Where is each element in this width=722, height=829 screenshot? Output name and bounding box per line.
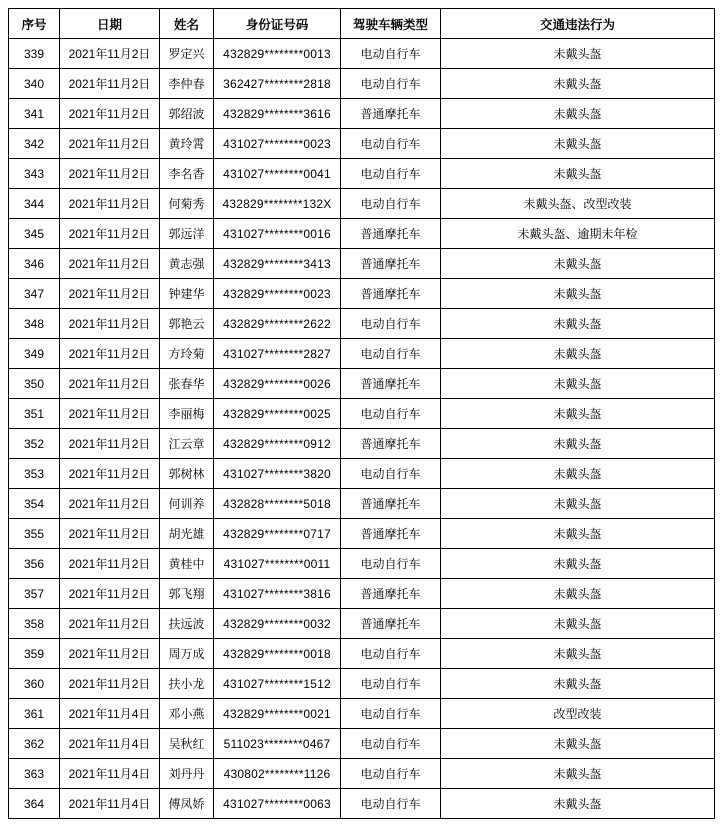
cell-vehicle-type: 电动自行车: [341, 729, 441, 759]
cell-violation: 未戴头盔: [441, 369, 715, 399]
cell-id-number: 432829********0018: [214, 639, 341, 669]
header-vehicle-type: 驾驶车辆类型: [341, 9, 441, 39]
cell-index: 361: [9, 699, 60, 729]
cell-name: 郭艳云: [160, 309, 214, 339]
table-row: [9, 189, 715, 219]
table-row: [9, 219, 715, 249]
violation-table-container: [8, 8, 715, 819]
cell-name: 傅凤娇: [160, 789, 214, 819]
cell-date: 2021年11月2日: [60, 219, 160, 249]
cell-name: 江云章: [160, 429, 214, 459]
cell-index: 355: [9, 519, 60, 549]
table-row: [9, 459, 715, 489]
cell-violation: 未戴头盔、改型改装: [441, 189, 715, 219]
table-row: [9, 369, 715, 399]
cell-id-number: 431027********0016: [214, 219, 341, 249]
table-row: [9, 669, 715, 699]
cell-vehicle-type: 电动自行车: [341, 549, 441, 579]
cell-index: 343: [9, 159, 60, 189]
cell-violation: 未戴头盔、逾期未年检: [441, 219, 715, 249]
cell-vehicle-type: 电动自行车: [341, 339, 441, 369]
cell-vehicle-type: 普通摩托车: [341, 489, 441, 519]
cell-id-number: 432829********0013: [214, 39, 341, 69]
cell-id-number: 432829********0023: [214, 279, 341, 309]
cell-index: 344: [9, 189, 60, 219]
table-row: [9, 159, 715, 189]
cell-violation: 未戴头盔: [441, 729, 715, 759]
cell-index: 364: [9, 789, 60, 819]
cell-name: 胡光雄: [160, 519, 214, 549]
cell-index: 360: [9, 669, 60, 699]
cell-name: 李丽梅: [160, 399, 214, 429]
cell-vehicle-type: 电动自行车: [341, 639, 441, 669]
cell-id-number: 432829********0717: [214, 519, 341, 549]
cell-id-number: 432829********0032: [214, 609, 341, 639]
cell-violation: 未戴头盔: [441, 129, 715, 159]
cell-vehicle-type: 普通摩托车: [341, 579, 441, 609]
cell-name: 刘丹丹: [160, 759, 214, 789]
cell-vehicle-type: 电动自行车: [341, 129, 441, 159]
table-row: [9, 519, 715, 549]
cell-date: 2021年11月2日: [60, 159, 160, 189]
table-row: [9, 99, 715, 129]
cell-date: 2021年11月2日: [60, 399, 160, 429]
cell-id-number: 362427********2818: [214, 69, 341, 99]
cell-index: 353: [9, 459, 60, 489]
cell-violation: 未戴头盔: [441, 249, 715, 279]
cell-violation: 未戴头盔: [441, 159, 715, 189]
cell-violation: 未戴头盔: [441, 639, 715, 669]
cell-date: 2021年11月2日: [60, 459, 160, 489]
cell-date: 2021年11月2日: [60, 609, 160, 639]
table-row: [9, 69, 715, 99]
cell-violation: 未戴头盔: [441, 789, 715, 819]
cell-vehicle-type: 电动自行车: [341, 759, 441, 789]
cell-name: 郭远洋: [160, 219, 214, 249]
cell-vehicle-type: 电动自行车: [341, 459, 441, 489]
table-row: [9, 729, 715, 759]
cell-id-number: 432828********5018: [214, 489, 341, 519]
cell-violation: 改型改装: [441, 699, 715, 729]
cell-name: 黄志强: [160, 249, 214, 279]
cell-vehicle-type: 电动自行车: [341, 309, 441, 339]
table-row: [9, 399, 715, 429]
cell-vehicle-type: 普通摩托车: [341, 219, 441, 249]
cell-index: 352: [9, 429, 60, 459]
table-body: [9, 39, 715, 819]
table-row: [9, 39, 715, 69]
cell-index: 346: [9, 249, 60, 279]
cell-vehicle-type: 电动自行车: [341, 189, 441, 219]
cell-index: 339: [9, 39, 60, 69]
cell-violation: 未戴头盔: [441, 399, 715, 429]
cell-date: 2021年11月2日: [60, 39, 160, 69]
table-row: [9, 339, 715, 369]
cell-vehicle-type: 电动自行车: [341, 699, 441, 729]
cell-date: 2021年11月4日: [60, 789, 160, 819]
header-violation: 交通违法行为: [441, 9, 715, 39]
cell-index: 340: [9, 69, 60, 99]
cell-name: 何训养: [160, 489, 214, 519]
cell-id-number: 431027********3816: [214, 579, 341, 609]
cell-date: 2021年11月4日: [60, 729, 160, 759]
table-row: [9, 759, 715, 789]
cell-id-number: 432829********0025: [214, 399, 341, 429]
cell-vehicle-type: 电动自行车: [341, 669, 441, 699]
cell-index: 349: [9, 339, 60, 369]
cell-date: 2021年11月2日: [60, 549, 160, 579]
table-row: [9, 429, 715, 459]
cell-date: 2021年11月2日: [60, 579, 160, 609]
cell-name: 黄玲霄: [160, 129, 214, 159]
cell-name: 黄桂中: [160, 549, 214, 579]
cell-name: 郭树林: [160, 459, 214, 489]
cell-index: 358: [9, 609, 60, 639]
cell-vehicle-type: 普通摩托车: [341, 429, 441, 459]
cell-id-number: 432829********0026: [214, 369, 341, 399]
table-row: [9, 639, 715, 669]
cell-name: 吴秋红: [160, 729, 214, 759]
cell-violation: 未戴头盔: [441, 549, 715, 579]
cell-vehicle-type: 普通摩托车: [341, 279, 441, 309]
cell-index: 348: [9, 309, 60, 339]
cell-id-number: 431027********3820: [214, 459, 341, 489]
cell-vehicle-type: 电动自行车: [341, 399, 441, 429]
cell-date: 2021年11月2日: [60, 129, 160, 159]
table-header-row: [9, 9, 715, 39]
table-row: [9, 609, 715, 639]
cell-name: 邓小燕: [160, 699, 214, 729]
cell-vehicle-type: 普通摩托车: [341, 369, 441, 399]
cell-violation: 未戴头盔: [441, 579, 715, 609]
cell-name: 扶远波: [160, 609, 214, 639]
cell-index: 363: [9, 759, 60, 789]
cell-vehicle-type: 电动自行车: [341, 69, 441, 99]
header-id-number: 身份证号码: [214, 9, 341, 39]
cell-date: 2021年11月2日: [60, 339, 160, 369]
cell-date: 2021年11月2日: [60, 309, 160, 339]
cell-name: 何菊秀: [160, 189, 214, 219]
cell-vehicle-type: 电动自行车: [341, 789, 441, 819]
cell-id-number: 432829********3413: [214, 249, 341, 279]
cell-name: 周万成: [160, 639, 214, 669]
violation-table: [8, 8, 715, 819]
cell-name: 方玲菊: [160, 339, 214, 369]
cell-vehicle-type: 普通摩托车: [341, 519, 441, 549]
table-row: [9, 699, 715, 729]
cell-date: 2021年11月2日: [60, 279, 160, 309]
cell-id-number: 432829********2622: [214, 309, 341, 339]
table-row: [9, 789, 715, 819]
cell-name: 张春华: [160, 369, 214, 399]
cell-violation: 未戴头盔: [441, 669, 715, 699]
cell-index: 351: [9, 399, 60, 429]
cell-id-number: 431027********1512: [214, 669, 341, 699]
cell-date: 2021年11月4日: [60, 699, 160, 729]
cell-id-number: 511023********0467: [214, 729, 341, 759]
cell-vehicle-type: 普通摩托车: [341, 99, 441, 129]
cell-index: 357: [9, 579, 60, 609]
table-row: [9, 489, 715, 519]
table-row: [9, 549, 715, 579]
cell-violation: 未戴头盔: [441, 309, 715, 339]
cell-name: 李仲春: [160, 69, 214, 99]
header-index: 序号: [9, 9, 60, 39]
cell-id-number: 431027********0023: [214, 129, 341, 159]
header-name: 姓名: [160, 9, 214, 39]
cell-violation: 未戴头盔: [441, 429, 715, 459]
cell-date: 2021年11月4日: [60, 759, 160, 789]
cell-name: 郭绍波: [160, 99, 214, 129]
cell-date: 2021年11月2日: [60, 429, 160, 459]
cell-date: 2021年11月2日: [60, 189, 160, 219]
cell-name: 罗定兴: [160, 39, 214, 69]
cell-name: 郭飞翔: [160, 579, 214, 609]
cell-violation: 未戴头盔: [441, 69, 715, 99]
cell-date: 2021年11月2日: [60, 369, 160, 399]
cell-index: 359: [9, 639, 60, 669]
cell-index: 350: [9, 369, 60, 399]
cell-violation: 未戴头盔: [441, 99, 715, 129]
cell-vehicle-type: 普通摩托车: [341, 609, 441, 639]
cell-date: 2021年11月2日: [60, 249, 160, 279]
cell-name: 钟建华: [160, 279, 214, 309]
cell-id-number: 432829********0912: [214, 429, 341, 459]
cell-vehicle-type: 电动自行车: [341, 39, 441, 69]
cell-id-number: 431027********0041: [214, 159, 341, 189]
table-row: [9, 249, 715, 279]
cell-date: 2021年11月2日: [60, 639, 160, 669]
cell-vehicle-type: 普通摩托车: [341, 249, 441, 279]
cell-date: 2021年11月2日: [60, 99, 160, 129]
cell-violation: 未戴头盔: [441, 279, 715, 309]
cell-violation: 未戴头盔: [441, 39, 715, 69]
header-date: 日期: [60, 9, 160, 39]
table-row: [9, 579, 715, 609]
cell-name: 李名香: [160, 159, 214, 189]
cell-violation: 未戴头盔: [441, 519, 715, 549]
table-row: [9, 279, 715, 309]
cell-vehicle-type: 电动自行车: [341, 159, 441, 189]
cell-id-number: 432829********3616: [214, 99, 341, 129]
cell-violation: 未戴头盔: [441, 609, 715, 639]
cell-violation: 未戴头盔: [441, 459, 715, 489]
cell-date: 2021年11月2日: [60, 489, 160, 519]
cell-id-number: 431027********2827: [214, 339, 341, 369]
cell-name: 扶小龙: [160, 669, 214, 699]
cell-date: 2021年11月2日: [60, 69, 160, 99]
table-row: [9, 129, 715, 159]
cell-id-number: 430802********1126: [214, 759, 341, 789]
cell-index: 342: [9, 129, 60, 159]
cell-violation: 未戴头盔: [441, 339, 715, 369]
cell-index: 362: [9, 729, 60, 759]
cell-id-number: 431027********0011: [214, 549, 341, 579]
cell-index: 341: [9, 99, 60, 129]
cell-id-number: 432829********0021: [214, 699, 341, 729]
cell-index: 347: [9, 279, 60, 309]
cell-violation: 未戴头盔: [441, 759, 715, 789]
cell-index: 356: [9, 549, 60, 579]
cell-date: 2021年11月2日: [60, 519, 160, 549]
cell-date: 2021年11月2日: [60, 669, 160, 699]
cell-id-number: 431027********0063: [214, 789, 341, 819]
cell-id-number: 432829********132X: [214, 189, 341, 219]
cell-index: 354: [9, 489, 60, 519]
cell-index: 345: [9, 219, 60, 249]
table-row: [9, 309, 715, 339]
cell-violation: 未戴头盔: [441, 489, 715, 519]
